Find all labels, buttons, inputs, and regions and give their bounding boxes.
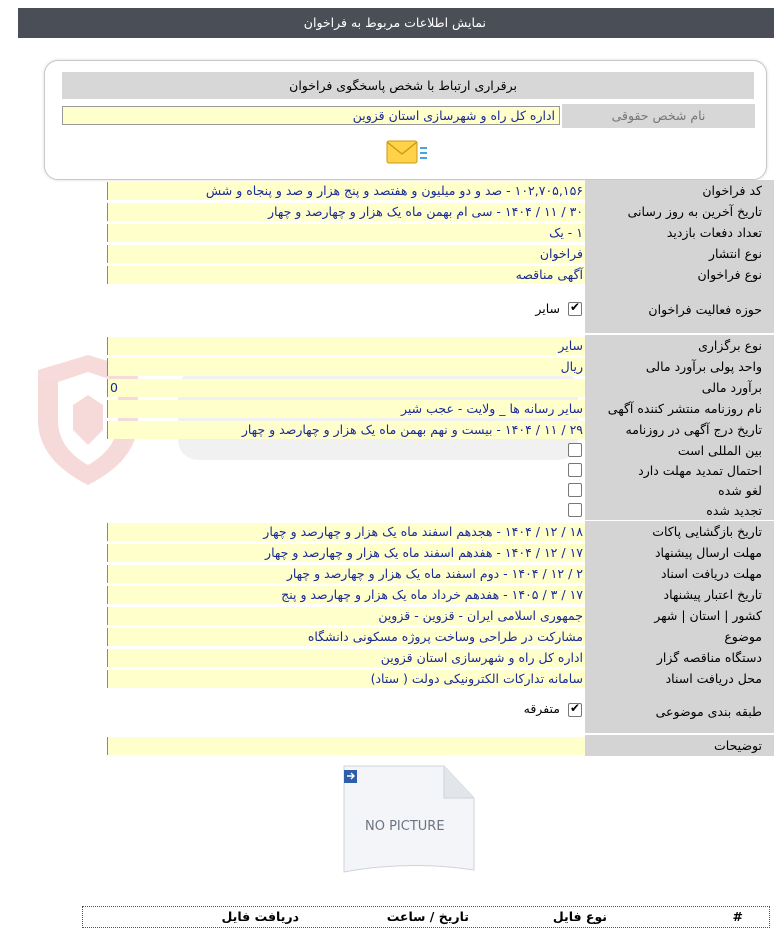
contact-value: اداره کل راه و شهرسازی استان قزوین	[62, 106, 560, 125]
opening-date-value: ۱۸ / ۱۲ / ۱۴۰۴ - هجدهم اسفند ماه یک هزار و چهارصد و چهار	[107, 523, 585, 541]
notes-value	[107, 737, 585, 755]
canceled-label: لغو شده	[585, 480, 774, 500]
opening-date-label: تاریخ بازگشایی پاکات	[585, 521, 774, 542]
newspaper-date-value: ۲۹ / ۱۱ / ۱۴۰۴ - بیست و نهم بهمن ماه یک هزار و چهارصد و چهار	[107, 421, 585, 439]
international-checkbox[interactable]	[568, 443, 582, 457]
category-option: متفرقه	[523, 701, 560, 716]
col-date: تاریخ / ساعت	[386, 909, 469, 924]
code-value: ۱۰۲,۷۰۵,۱۵۶ - صد و دو میلیون و هفتصد و پنج هزار و صد و پنجاه و شش	[107, 182, 585, 200]
currency-label: واحد پولی برآورد مالی	[585, 356, 774, 377]
col-file-type: نوع فایل	[552, 909, 607, 924]
doc-deadline-value: ۲ / ۱۲ / ۱۴۰۴ - دوم اسفند ماه یک هزار و چهارصد و چهار	[107, 565, 585, 583]
category-label: طبقه بندی موضوعی	[585, 689, 774, 733]
call-type-label: نوع فراخوان	[585, 264, 774, 285]
activity-label: حوزه فعالیت فراخوان	[585, 285, 774, 333]
receive-place-value: سامانه تدارکات الکترونیکی دولت ( ستاد)	[107, 670, 585, 688]
call-type-value: آگهی مناقصه	[107, 266, 585, 284]
contact-label: نام شخص حقوقی	[562, 104, 755, 128]
renewed-checkbox[interactable]	[568, 503, 582, 517]
subject-value: مشارکت در طراحی وساخت پروژه مسکونی دانشگاه	[107, 628, 585, 646]
subject-label: موضوع	[585, 626, 774, 647]
holding-type-value: سایر	[107, 337, 585, 355]
newspaper-label: نام روزنامه منتشر کننده آگهی	[585, 398, 774, 419]
code-label: کد فراخوان	[585, 180, 774, 201]
visits-label: تعداد دفعات بازدید	[585, 222, 774, 243]
validity-date-label: تاریخ اعتبار پیشنهاد	[585, 584, 774, 605]
newspaper-date-label: تاریخ درج آگهی در روزنامه	[585, 419, 774, 440]
publish-type-label: نوع انتشار	[585, 243, 774, 264]
col-download: دریافت فایل	[221, 909, 299, 924]
category-checkbox[interactable]	[568, 703, 582, 717]
doc-deadline-label: مهلت دریافت اسناد	[585, 563, 774, 584]
validity-date-value: ۱۷ / ۳ / ۱۴۰۵ - هفدهم خرداد ماه یک هزار و چهارصد و پنج	[107, 586, 585, 604]
receive-place-label: محل دریافت اسناد	[585, 668, 774, 689]
envelope-icon[interactable]	[385, 138, 429, 168]
activity-option: سایر	[535, 301, 560, 316]
currency-value: ریال	[107, 358, 585, 376]
renewed-label: تجدید شده	[585, 500, 774, 520]
publish-type-value: فراخوان	[107, 245, 585, 263]
location-label: کشور | استان | شهر	[585, 605, 774, 626]
last-update-value: ۳۰ / ۱۱ / ۱۴۰۴ - سی ام بهمن ماه یک هزار و چهارصد و چهار	[107, 203, 585, 221]
organizer-value: اداره کل راه و شهرسازی استان قزوین	[107, 649, 585, 667]
files-table-header	[82, 906, 770, 928]
contact-title: برقراری ارتباط با شخص پاسخگوی فراخوان	[62, 72, 754, 99]
no-picture-text: NO PICTURE	[365, 819, 445, 834]
extension-checkbox[interactable]	[568, 463, 582, 477]
extension-label: احتمال تمدید مهلت دارد	[585, 460, 774, 480]
estimate-label: برآورد مالی	[585, 377, 774, 398]
visits-value: ۱ - یک	[107, 224, 585, 242]
holding-type-label: نوع برگزاری	[585, 335, 774, 356]
canceled-checkbox[interactable]	[568, 483, 582, 497]
col-index: #	[732, 909, 743, 924]
international-label: بین المللی است	[585, 440, 774, 460]
submit-deadline-value: ۱۷ / ۱۲ / ۱۴۰۴ - هفدهم اسفند ماه یک هزار و چهارصد و چهار	[107, 544, 585, 562]
location-value: جمهوری اسلامی ایران - قزوین - قزوین	[107, 607, 585, 625]
newspaper-value: سایر رسانه ها _ ولایت - عجب شیر	[107, 400, 585, 418]
page-header	[18, 8, 774, 38]
estimate-value: 0	[107, 379, 585, 397]
organizer-label: دستگاه مناقصه گزار	[585, 647, 774, 668]
activity-checkbox[interactable]	[568, 302, 582, 316]
submit-deadline-label: مهلت ارسال پیشنهاد	[585, 542, 774, 563]
no-picture-image	[340, 764, 476, 874]
notes-label: توضیحات	[585, 735, 774, 756]
last-update-label: تاریخ آخرین به روز رسانی	[585, 201, 774, 222]
page-title: نمایش اطلاعات مربوط به فراخوان	[303, 15, 486, 30]
